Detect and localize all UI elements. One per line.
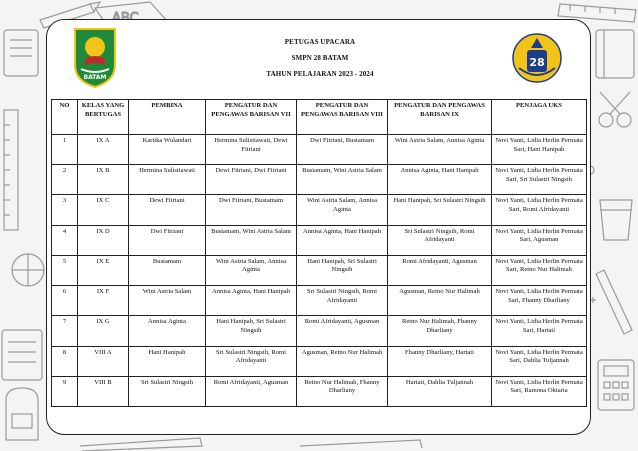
table-cell: Sri Sulastri Ningsih (129, 376, 206, 406)
globe-icon (12, 254, 44, 286)
school-emblem-icon (511, 32, 563, 84)
table-cell: Wini Astria Salam, Annisa Aginta (388, 135, 492, 165)
table-cell: Hani Hanipah, Sri Sulastri Ningsih (206, 316, 297, 346)
title-line-3: TAHUN PELAJARAN 2023 - 2024 (266, 70, 374, 78)
title-line-1: PETUGAS UPACARA (284, 38, 356, 46)
table-cell: IX C (78, 195, 129, 225)
table-cell: Hani Hanipah, Sri Sulastri Ningsih (388, 195, 492, 225)
table-header-row (52, 100, 587, 135)
scissors-icon (599, 92, 631, 127)
duty-roster-table (51, 99, 587, 407)
table-cell: 2 (52, 165, 78, 195)
table-cell: Novi Yanti, Lidia Herlin Permata Sari, Hani Hanipah (492, 135, 587, 165)
table-cell: Novi Yanti, Lidia Herlin Permata Sari, Agusman (492, 225, 587, 255)
table-cell: 5 (52, 255, 78, 285)
column-header: PENGATUR DAN PENGAWAS BARISAN IX (388, 100, 492, 135)
table-row (52, 346, 587, 376)
ruler-icon (4, 110, 18, 230)
table-cell: 8 (52, 346, 78, 376)
table-cell: IX E (78, 255, 129, 285)
table-row (52, 316, 587, 346)
table-cell: IX G (78, 316, 129, 346)
table-cell: Novi Yanti, Lidia Herlin Permata Sari, Ramona Oktaria (492, 376, 587, 406)
batam-city-emblem-icon (71, 25, 119, 89)
table-cell: 7 (52, 316, 78, 346)
table-cell: Dewi Fitriani (129, 195, 206, 225)
table-cell: Sri Sulastri Ningsih, Romi Afridayanti (206, 346, 297, 376)
table-cell: Wini Astria Salam, Annisa Aginta (206, 255, 297, 285)
backpack-icon (6, 388, 38, 440)
table-cell: Sri Sulastri Ningsih, Romi Afridayanti (388, 225, 492, 255)
table-cell: Annisa Aginta, Hani Hanipah (297, 225, 388, 255)
table-cell: Dwi Fitriani, Bustamam (297, 135, 388, 165)
table-row (52, 225, 587, 255)
book-right-icon (596, 30, 634, 78)
table-cell: Novi Yanti, Lidia Herlin Permata Sari, Fhanny Dharliany (492, 286, 587, 316)
table-cell: Bustamam, Wini Astria Salam (297, 165, 388, 195)
table-cell: Agusman, Retno Nur Halimah (297, 346, 388, 376)
column-header: PENGATUR DAN PENGAWAS BARISAN VII (206, 100, 297, 135)
table-cell: 9 (52, 376, 78, 406)
pencil-bottom-icon (80, 438, 422, 451)
column-header: KELAS YANG BERTUGAS (78, 100, 129, 135)
table-cell: Retno Nur Halimah, Fhanny Dharliany (388, 316, 492, 346)
table-cell: Novi Yanti, Lidia Herlin Permata Sari, Romi Afridayanti (492, 195, 587, 225)
table-row (52, 255, 587, 285)
table-cell: Sri Sulastri Ningsih, Romi Afridayanti (297, 286, 388, 316)
table-cell: IX F (78, 286, 129, 316)
table-row (52, 195, 587, 225)
table-cell: Hermina Sulistiawati (129, 165, 206, 195)
table-cell: Fhanny Dharliany, Hartati (388, 346, 492, 376)
table-cell: Annisa Aginta, Hani Hanipah (388, 165, 492, 195)
table-cell: Dwi Fitriani (129, 225, 206, 255)
table-cell: IX D (78, 225, 129, 255)
table-row (52, 165, 587, 195)
table-cell: Bustamam (129, 255, 206, 285)
table-cell: Annisa Aginta, Hani Hanipah (206, 286, 297, 316)
table-cell: 1 (52, 135, 78, 165)
table-cell: Annisa Aginta (129, 316, 206, 346)
table-cell: 3 (52, 195, 78, 225)
column-header: PEMBINA (129, 100, 206, 135)
table-cell: IX A (78, 135, 129, 165)
table-cell: Wini Astria Salam, Annisa Aginta (297, 195, 388, 225)
notebook-icon (4, 30, 38, 76)
notebook-bottom-icon (2, 330, 42, 380)
table-cell: Hani Hanipah, Sri Sulastri Ningsih (297, 255, 388, 285)
pencil-right-icon (596, 270, 632, 334)
table-cell: Novi Yanti, Lidia Herlin Permata Sari, Hartati (492, 316, 587, 346)
table-cell: Agusman, Retno Nur Halimah (388, 286, 492, 316)
table-cell: IX B (78, 165, 129, 195)
table-row (52, 286, 587, 316)
table-cell: Retno Nur Halimah, Fhanny Dharliany (297, 376, 388, 406)
table-cell: Hani Hanipah (129, 346, 206, 376)
table-cell: 6 (52, 286, 78, 316)
table-row (52, 135, 587, 165)
table-cell: Dwi Fitriani, Bustamam (206, 195, 297, 225)
column-header: PENGATUR DAN PENGAWAS BARISAN VIII (297, 100, 388, 135)
column-header: PENJAGA UKS (492, 100, 587, 135)
table-cell: VIII A (78, 346, 129, 376)
title-line-2: SMPN 28 BATAM (291, 54, 349, 62)
table-cell: Novi Yanti, Lidia Herlin Permata Sari, Sri Sulastri Ningsih (492, 165, 587, 195)
table-cell: Romi Afridayanti, Agusman (206, 376, 297, 406)
table-cell: Bustamam, Wini Astria Salam (206, 225, 297, 255)
table-cell: Romi Afridayanti, Agusman (388, 255, 492, 285)
table-cell: Dewi Fitriani, Dwi Fitriani (206, 165, 297, 195)
table-cell: Kartika Wulandari (129, 135, 206, 165)
svg-text:BATAM: BATAM (83, 74, 107, 81)
table-cell: Novi Yanti, Lidia Herlin Permata Sari, Retno Nur Halimah (492, 255, 587, 285)
table-cell: VIII B (78, 376, 129, 406)
table-cell: Hermina Sulistiawati, Dewi Fitriani (206, 135, 297, 165)
table-row (52, 376, 587, 406)
column-header: NO (52, 100, 78, 135)
table-cell: Novi Yanti, Lidia Herlin Permata Sari, Dahlia Tuljannah (492, 346, 587, 376)
calculator-icon (598, 360, 634, 410)
table-cell: Hartati, Dahlia Tuljannah (388, 376, 492, 406)
cup-icon (600, 200, 632, 240)
document-header (200, 34, 440, 82)
svg-text:28: 28 (529, 56, 545, 69)
table-cell: Wini Astria Salam (129, 286, 206, 316)
table-cell: Romi Afridayanti, Agusman (297, 316, 388, 346)
table-cell: 4 (52, 225, 78, 255)
